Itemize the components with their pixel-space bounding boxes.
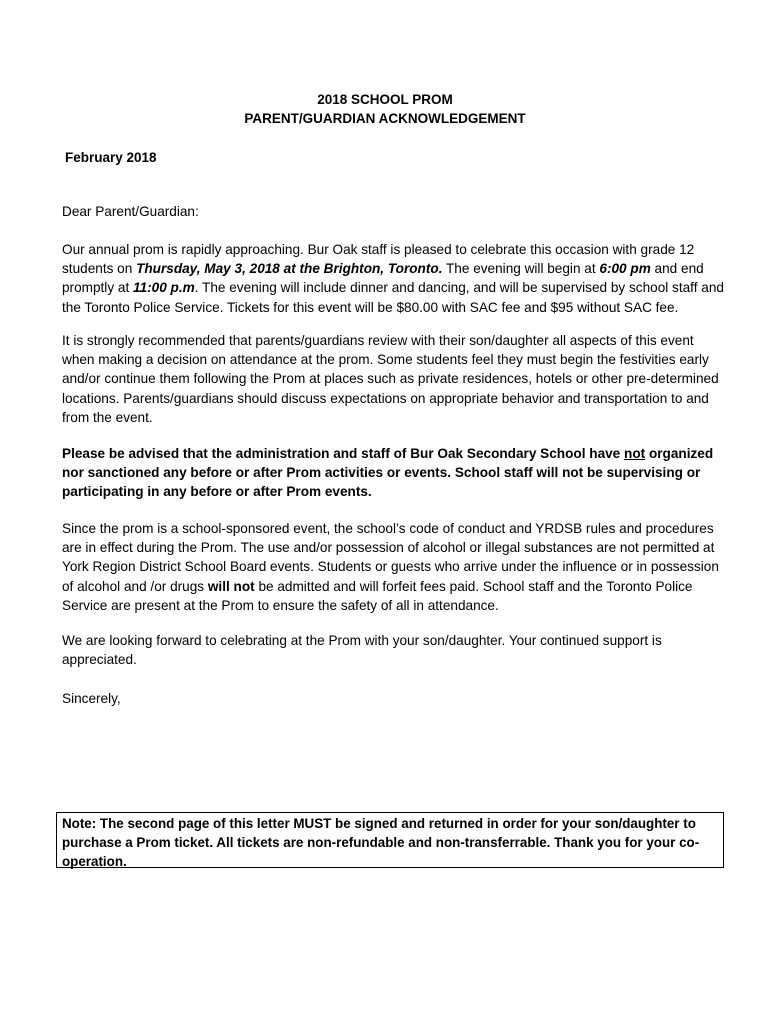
p1-text-c: and end promptly at — [62, 261, 704, 296]
p4-text-b: be admitted and will forfeit fees paid. School staff and the Toronto Police Service are present at the Prom to ensure the safety of all in attendance. — [62, 578, 693, 613]
p3-text-a: Please be advised that the administration and staff of Bur Oak Secondary School have — [62, 446, 625, 461]
not-emphasis: not — [624, 446, 646, 461]
letter-date: February 2018 — [65, 150, 157, 165]
p3-text-b: organized nor sanctioned any before or after Prom activities or events. School staff will not be supervising or participating in any before or after Prom events. — [62, 446, 714, 500]
paragraph-code-of-conduct — [62, 519, 727, 615]
paragraph-advisory — [62, 444, 727, 502]
p1-text-d: . The evening will include dinner and dancing, and will be supervised by school staff and the Toronto Police Service. Tickets for this event will be $80.00 with SAC fee and $95 without SAC fee. — [62, 280, 724, 315]
end-time: 11:00 p.m — [133, 280, 195, 296]
event-date: Thursday, May 3, 2018 at the Brighton, Toronto. — [136, 261, 443, 277]
will-not-emphasis: will not — [207, 578, 255, 594]
paragraph-event-details — [62, 240, 727, 317]
document-title: 2018 SCHOOL PROM — [317, 92, 453, 107]
p4-text-a: Since the prom is a school-sponsored event, the school’s code of conduct and YRDSB rules and procedures are in effect during the Prom. The use and/or possession of alcohol or illegal substances are not permitted at York Region District School Board events. Students or guests who arrive under the influence or in possession of alcohol and /or drugs — [62, 521, 719, 594]
note-text: Note: The second page of this letter MUST be signed and returned in order for your son/daughter to purchase a Prom ticket. All tickets are non-refundable and non-transferrable. Thank you for your co-operation. — [62, 816, 700, 869]
document-subtitle: PARENT/GUARDIAN ACKNOWLEDGEMENT — [244, 111, 526, 126]
p1-text-a: Our annual prom is rapidly approaching. Bur Oak staff is pleased to celebrate this occasion with grade 12 students on — [62, 242, 695, 277]
paragraph-closing-remarks: We are looking forward to celebrating at the Prom with your son/daughter. Your continued support is appreciated. — [62, 633, 662, 668]
closing-signoff: Sincerely, — [62, 691, 121, 706]
start-time: 6:00 pm — [599, 261, 651, 277]
paragraph-recommendation: It is strongly recommended that parents/guardians review with their son/daughter all aspects of this event when making a decision on attendance at the prom. Some students feel they must begin the festivities early and/or continue them following the Prom at places such as private residences, hotels or other pre-determined locations. Parents/guardians should discuss expectations on appropriate behavior and transportation to and from the event. — [62, 333, 719, 425]
salutation: Dear Parent/Guardian: — [62, 204, 199, 219]
p1-text-b: The evening will begin at — [442, 261, 600, 277]
